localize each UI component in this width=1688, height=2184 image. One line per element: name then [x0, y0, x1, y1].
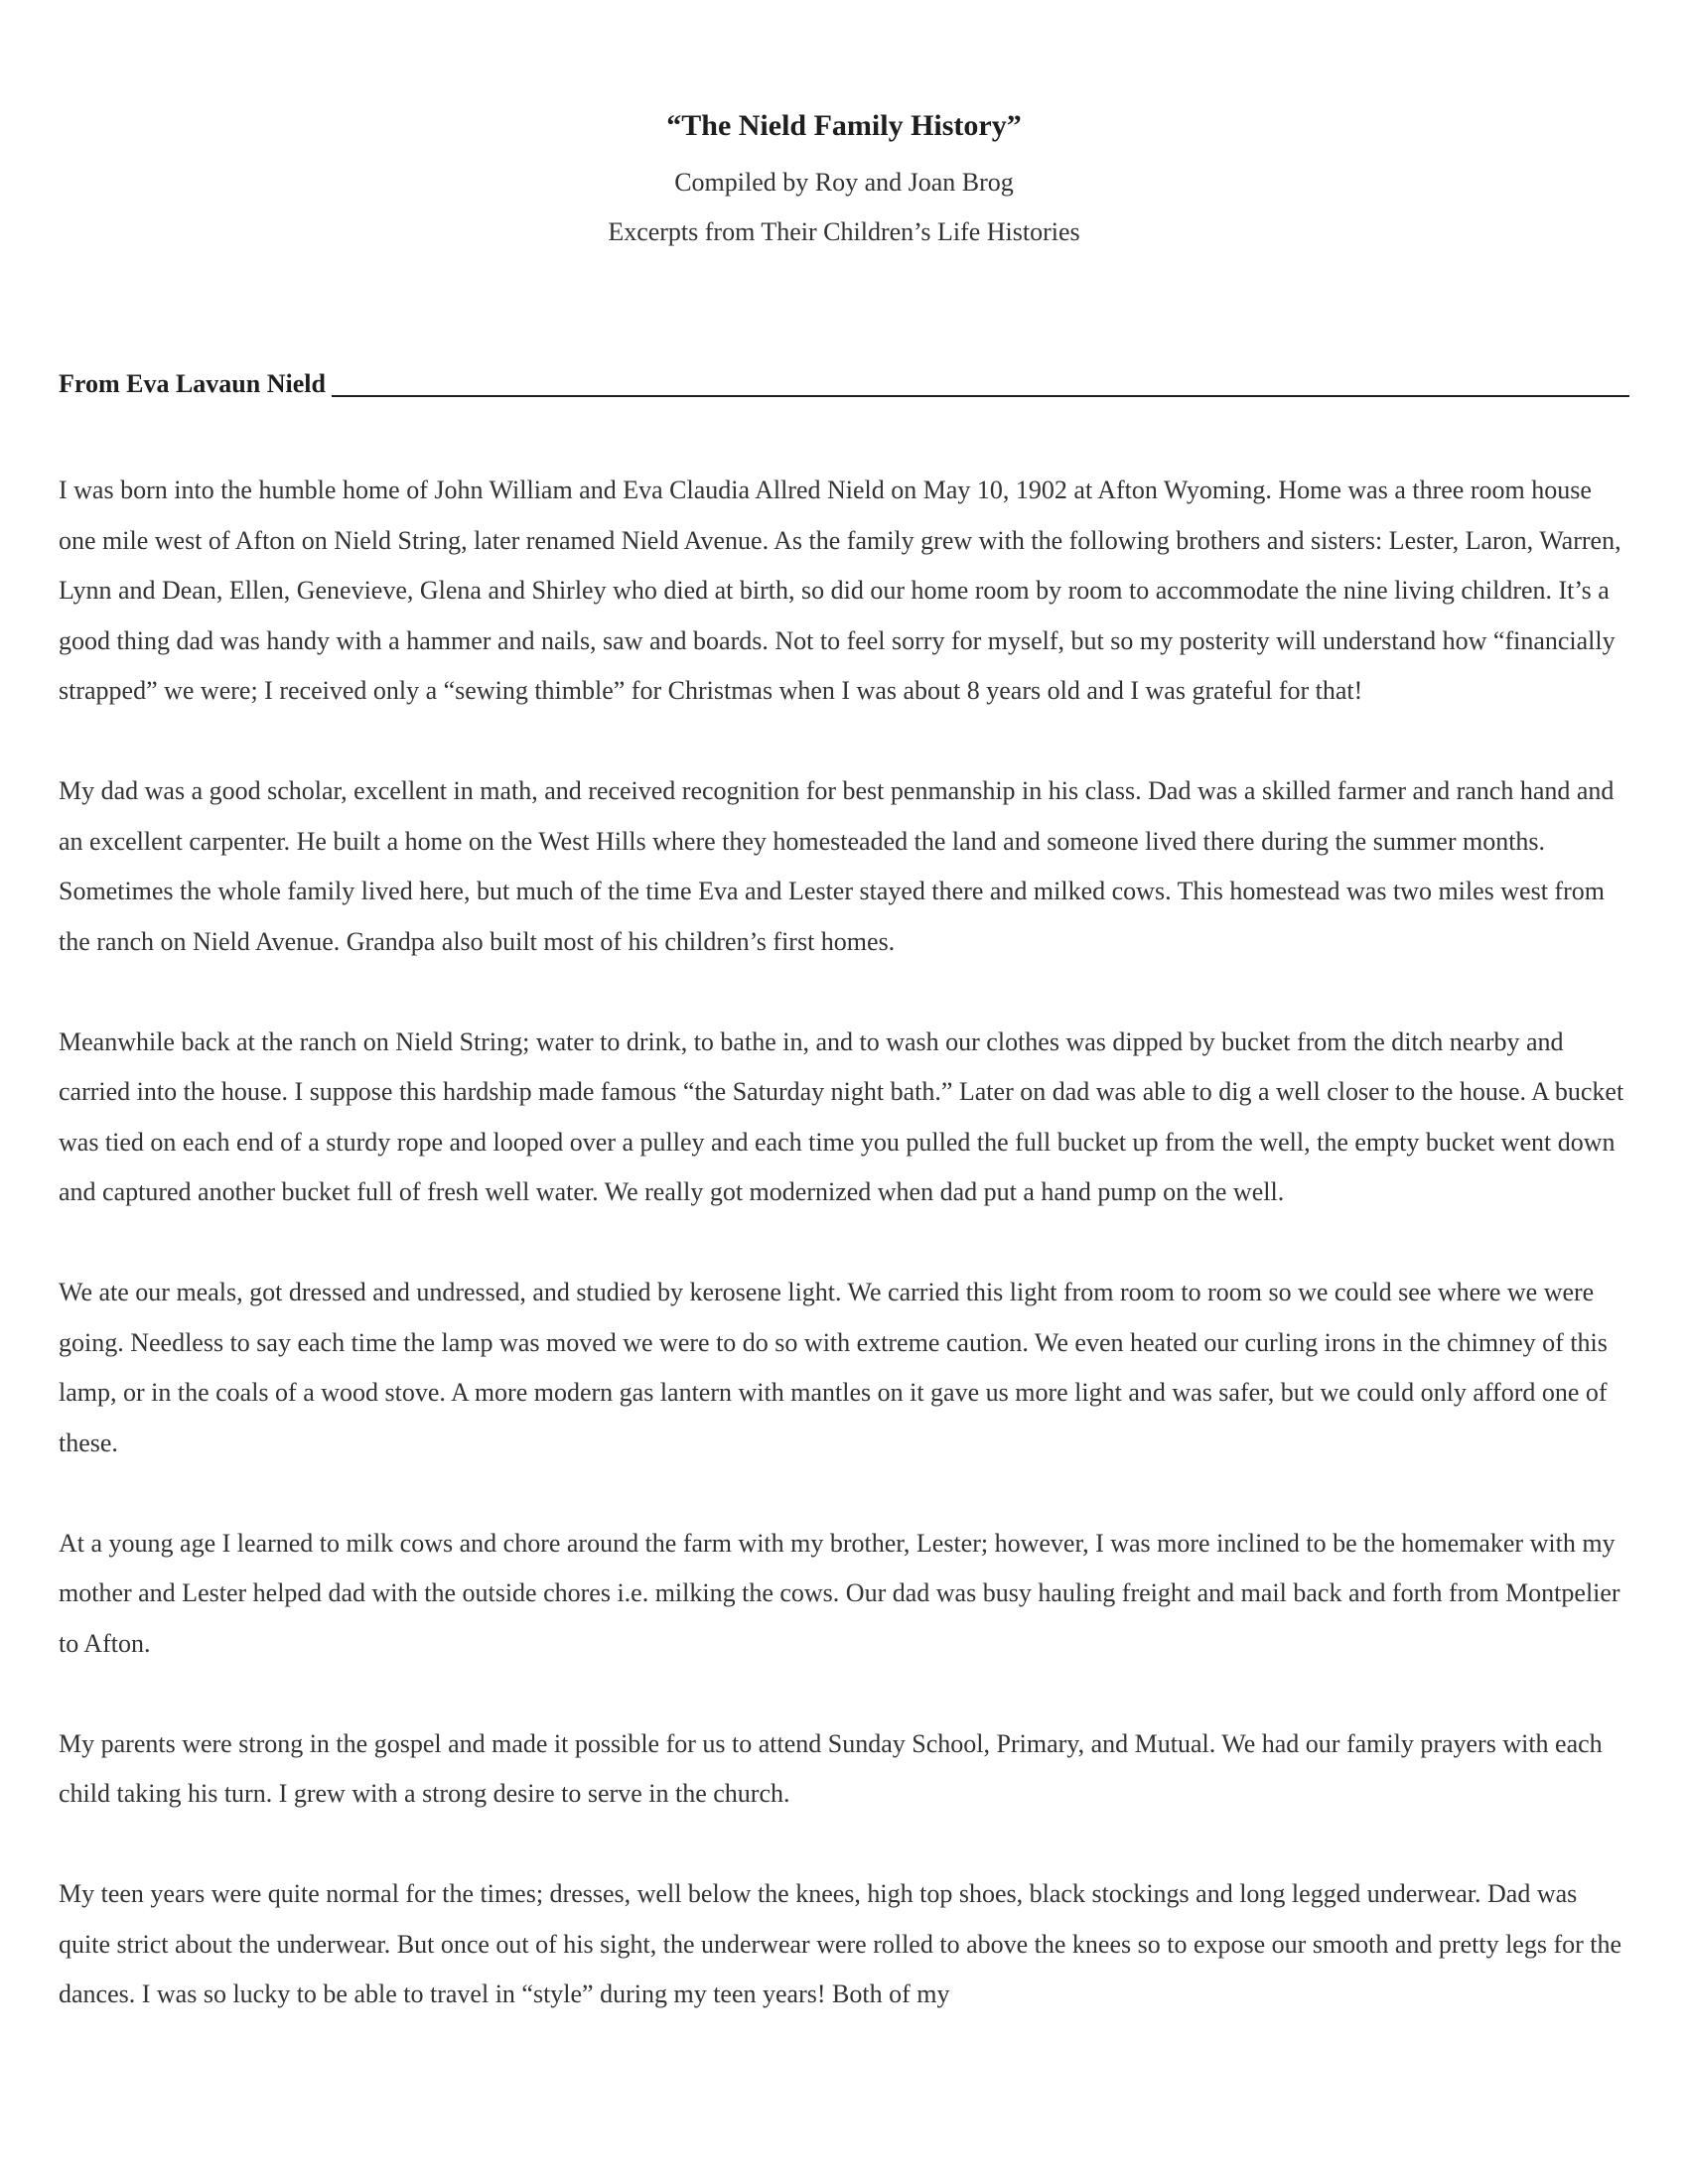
section-heading-name: From Eva Lavaun Nield — [59, 369, 326, 398]
paragraph-1: I was born into the humble home of John William and Eva Claudia Allred Nield on May 10, 1902 at Afton Wyoming. Home was a three room house one mile west of Afton on Nield String, later renamed Nield Avenue. As the family grew with the following brothers and sisters: Lester, Laron, Warren, Lynn and Dean, Ellen, Genevieve, Glena and Shirley who died at birth, so did our home room by room to accommodate the nine living children. It’s a good thing dad was handy with a hammer and nails, saw and boards. Not to feel sorry for myself, but so my posterity will understand how “financially strapped” we were; I received only a “sewing thimble” for Christmas when I was about 8 years old and I was grateful for that! — [59, 476, 1621, 705]
paragraph-7: My teen years were quite normal for the times; dresses, well below the knees, high top shoes, black stockings and long legged underwear. Dad was quite strict about the underwear. But once out of his sight, the underwear were rolled to above the knees so to expose our smooth and pretty legs for the dances. I was so lucky to be able to travel in “style” during my teen years! Both of my — [59, 1879, 1622, 2008]
compiled-by-line: Compiled by Roy and Joan Brog — [674, 168, 1014, 197]
heading-underline — [332, 395, 1629, 397]
excerpts-line: Excerpts from Their Children’s Life Histories — [608, 217, 1080, 246]
document-title: “The Nield Family History” — [666, 109, 1022, 142]
paragraph-3: Meanwhile back at the ranch on Nield String; water to drink, to bathe in, and to wash our clothes was dipped by bucket from the ditch nearby and carried into the house. I suppose this hardship made famous “the Saturday night bath.” Later on dad was able to dig a well closer to the house. A bucket was tied on each end of a sturdy rope and looped over a pulley and each time you pulled the full bucket up from the well, the empty bucket went down and captured another bucket full of fresh well water. We really got modernized when dad put a hand pump on the well. — [59, 1026, 1624, 1206]
paragraph-5: At a young age I learned to milk cows and chore around the farm with my brother, Lester; however, I was more inclined to be the homemaker with my mother and Lester helped dad with the outside chores i.e. milking the cows. Our dad was busy hauling freight and mail back and forth from Montpelier to Afton. — [59, 1528, 1620, 1658]
section-heading — [59, 367, 1629, 401]
paragraph-2: My dad was a good scholar, excellent in math, and received recognition for best penmanship in his class. Dad was a skilled farmer and ranch hand and an excellent carpenter. He built a home on the West Hills where they homesteaded the land and someone lived there during the summer months. Sometimes the whole family lived here, but much of the time Eva and Lester stayed there and milked cows. This homestead was two miles west from the ranch on Nield Avenue. Grandpa also built most of his children’s first homes. — [59, 776, 1615, 956]
body-text — [59, 466, 1629, 2070]
paragraph-4: We ate our meals, got dressed and undressed, and studied by kerosene light. We carried this light from room to room so we could see where we were going. Needless to say each time the lamp was moved we were to do so with extreme caution. We even heated our curling irons in the chimney of this lamp, or in the coals of a wood stove. A more modern gas lantern with mantles on it gave us more light and was safer, but we could only afford one of these. — [59, 1278, 1608, 1457]
paragraph-6: My parents were strong in the gospel and made it possible for us to attend Sunday School, Primary, and Mutual. We had our family prayers with each child taking his turn. I grew with a strong desire to serve in the church. — [59, 1728, 1603, 1808]
